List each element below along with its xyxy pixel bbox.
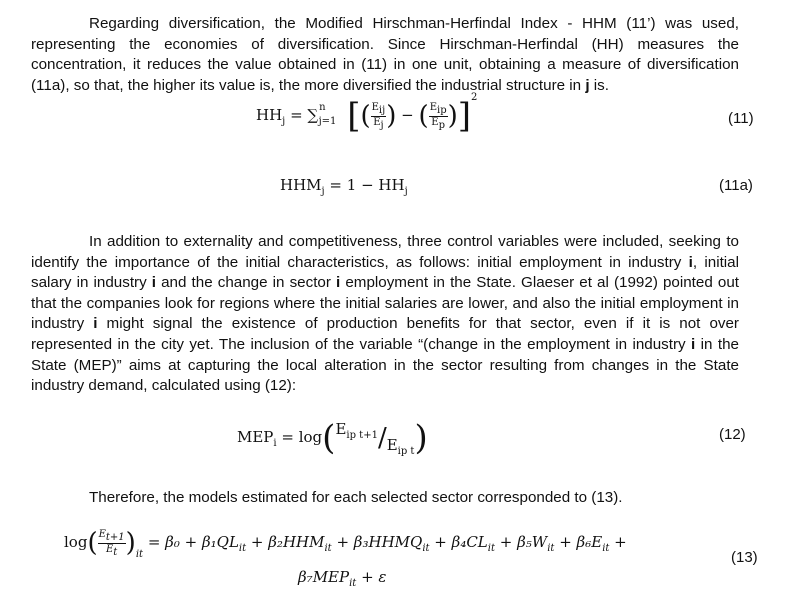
bold-index: i xyxy=(93,315,98,333)
equation-number-12: (12) xyxy=(719,426,746,443)
eq-minus: − xyxy=(401,106,414,124)
paragraph-text: , initial salary in industry xyxy=(31,253,739,292)
paragraph-text: employment in the State. Glaeser et al (1992) pointed out that the companies look for regions where the initial salaries are lower, and also the initial employment in industry xyxy=(31,274,739,333)
close-paren: ) xyxy=(386,101,397,131)
eq-power: 2 xyxy=(471,92,478,103)
paragraph-text: In addition to externality and competitiveness, three control variables were included, seeking to identify the importance of the initial characteristics, as follows: initial employment in industry xyxy=(31,233,739,271)
eq-sub: j xyxy=(404,186,408,197)
bold-index: i xyxy=(691,335,696,353)
eq-lhs: MEP xyxy=(237,428,274,446)
open-paren: ( xyxy=(87,528,98,558)
eq-sum: = ∑ xyxy=(290,106,319,124)
equation-number-13: (13) xyxy=(731,549,758,566)
paragraph-text: Therefore, the models estimated for each selected sector corresponded to (13). xyxy=(89,489,623,506)
eq-sub: j xyxy=(282,116,286,127)
eq-lhs: HH xyxy=(256,106,283,124)
close-paren: ) xyxy=(125,528,136,558)
close-bracket: ] xyxy=(457,96,472,136)
eq-numerator: $E_{ip t+1}$ xyxy=(335,420,378,441)
equation-13-line-2: $\beta_7MEP_{it} + \varepsilon$ xyxy=(298,568,387,589)
fraction-eip-ep: $\frac{E_{ip}}{E_p}$ xyxy=(429,101,447,131)
equation-12 xyxy=(237,418,428,458)
eq-sup: n xyxy=(319,102,326,113)
paragraph-text: Regarding diversification, the Modified Hirschman-Herfindal Index - HHM (11’) was used, representing the economies of diversification. Since Hirschman-Herfindal (HH) measures the concentration, it reduces the value obtained in (11) in one unit, obtaining a measure of diversification (11a), so that, the higher its value is, the more diversified the industrial structure in xyxy=(31,15,739,94)
equation-11 xyxy=(256,92,478,136)
paragraph-control-variables xyxy=(31,232,739,397)
equation-number-11: (11) xyxy=(728,110,754,127)
bold-index: i xyxy=(336,274,341,292)
fraction-eij-ej: $\frac{E_{ij}}{E_j}$ xyxy=(371,101,386,131)
close-paren: ) xyxy=(447,101,458,131)
paragraph-models xyxy=(31,488,739,509)
eq-lhs: HHM xyxy=(280,176,322,194)
equation-number-11a: (11a) xyxy=(719,177,753,194)
eq-log: = log xyxy=(281,428,323,446)
paragraph-text: is. xyxy=(589,76,609,94)
bold-index: i xyxy=(151,274,157,292)
eq-log: log xyxy=(64,533,88,551)
open-paren: ( xyxy=(418,101,429,131)
paragraph-text: and the change in sector xyxy=(156,274,337,292)
close-paren: ) xyxy=(414,418,428,458)
open-paren: ( xyxy=(322,418,336,458)
bold-index: j xyxy=(585,76,590,94)
paragraph-diversification xyxy=(31,14,739,96)
eq-sub: j=1 xyxy=(318,116,337,127)
bold-index: i xyxy=(688,253,693,271)
eq-slash: / xyxy=(377,423,387,453)
eq-sub: j xyxy=(321,186,325,197)
eq-rhs: = 1 − HH xyxy=(329,176,405,194)
fraction-et1-et: $\frac{E_{t+1}}{E_t}$ xyxy=(98,528,125,558)
equation-13-line-1 xyxy=(64,528,627,558)
open-bracket: [ xyxy=(347,96,361,136)
equation-11a xyxy=(280,176,408,197)
paragraph-text: in the State (MEP)” aims at capturing the local alteration in the sector resulting from changes in the State industry demand, calculated using (12): xyxy=(31,335,739,395)
eq-sub: it xyxy=(135,549,144,560)
open-paren: ( xyxy=(360,101,371,131)
eq-sub: i xyxy=(273,438,277,449)
paragraph-text: might signal the existence of production benefits for that sector, even if it is not over represented in the city yet. The inclusion of the variable “(change in the employment in industry xyxy=(31,315,739,353)
eq-denominator: $E_{ip t}$ xyxy=(386,436,415,457)
eq-rhs-terms: = $\beta_0 + \beta_1QL_{it} + \beta_2HHM_{it}$ + $\beta_3HHMQ_{it} + \beta_4CL_{it} + \beta_5W_{it} + \beta_6E_{it}$ + xyxy=(147,533,627,554)
